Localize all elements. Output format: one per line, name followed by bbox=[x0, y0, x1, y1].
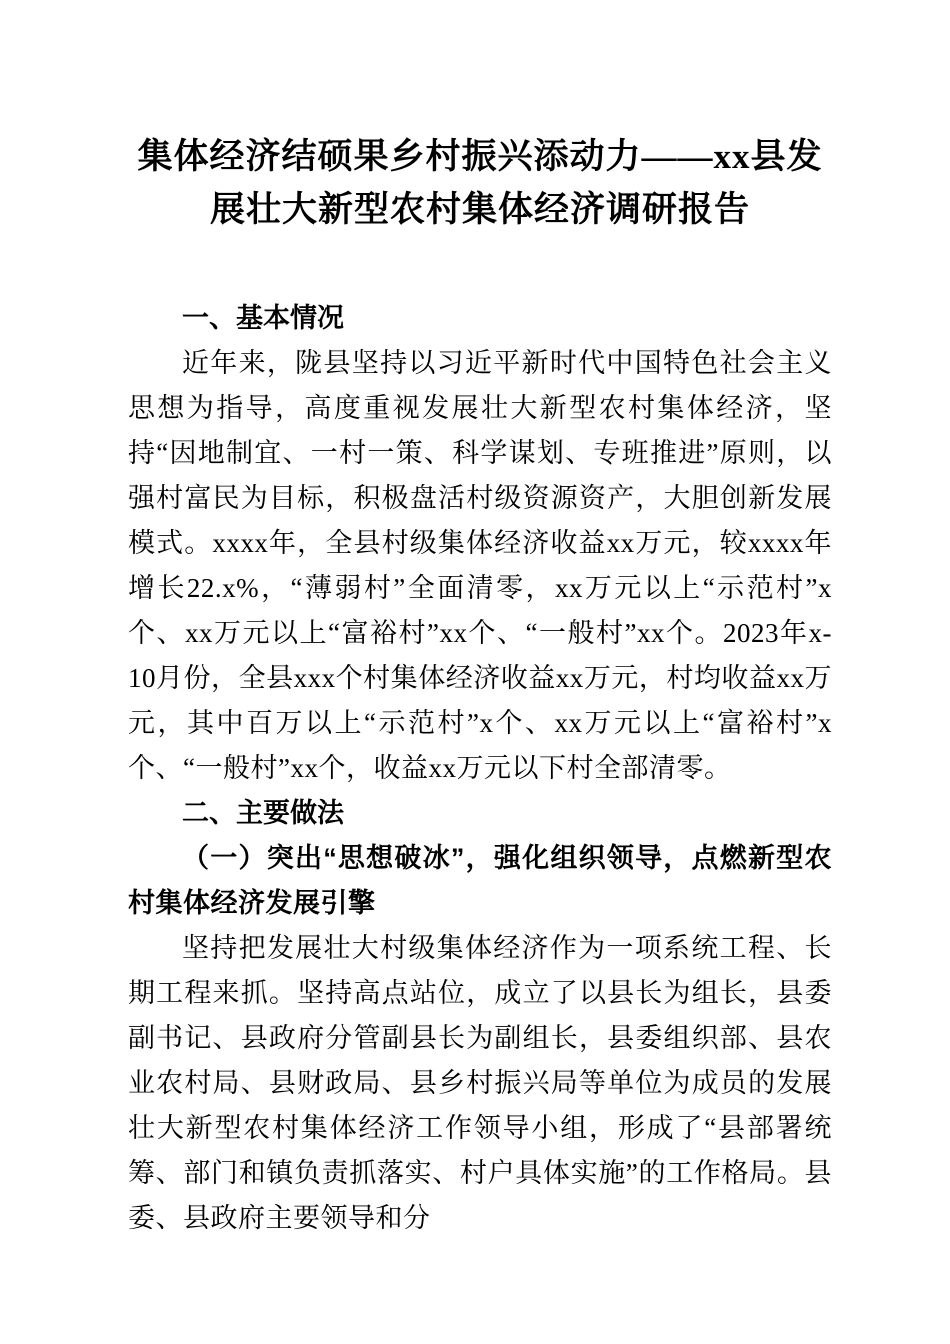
section-heading-basic-situation: 一、基本情况 bbox=[182, 303, 344, 333]
paragraph-basic-situation: 近年来，陇县坚持以习近平新时代中国特色社会主义思想为指导，高度重视发展壮大新型农村集体经济，坚持“因地制宜、一村一策、科学谋划、专班推进”原则，以强村富民为目标，积极盘活村级资源资产，大胆创新发展模式。xxxx年，全县村级集体经济收益xx万元，较xxxx年增长22.x%，“薄弱村”全面清零，xx万元以上“示范村”x个、xx万元以上“富裕村”xx个、“一般村”xx个。2023年x-10月份，全县xxx个村集体经济收益xx万元，村均收益xx万元，其中百万以上“示范村”x个、xx万元以上“富裕村”x个、“一般村”xx个，收益xx万元以下村全部清零。 bbox=[128, 348, 832, 783]
document-title: 集体经济结硕果乡村振兴添动力——xx县发展壮大新型农村集体经济调研报告 bbox=[137, 137, 823, 229]
paragraph-main-practices: 坚持把发展壮大村级集体经济作为一项系统工程、长期工程来抓。坚持高点站位，成立了以县长为组长，县委副书记、县政府分管副县长为副组长，县委组织部、县农业农村局、县财政局、县乡村振兴局等单位为成员的发展壮大新型农村集体经济工作领导小组，形成了“县部署统筹、部门和镇负责抓落实、村户具体实施”的工作格局。县委、县政府主要领导和分 bbox=[128, 933, 832, 1233]
section-heading-main-practices: 二、主要做法 bbox=[182, 798, 344, 828]
subsection-heading-ideological-breakthrough: （一）突出“思想破冰”，强化组织领导，点燃新型农村集体经济发展引擎 bbox=[128, 843, 832, 918]
